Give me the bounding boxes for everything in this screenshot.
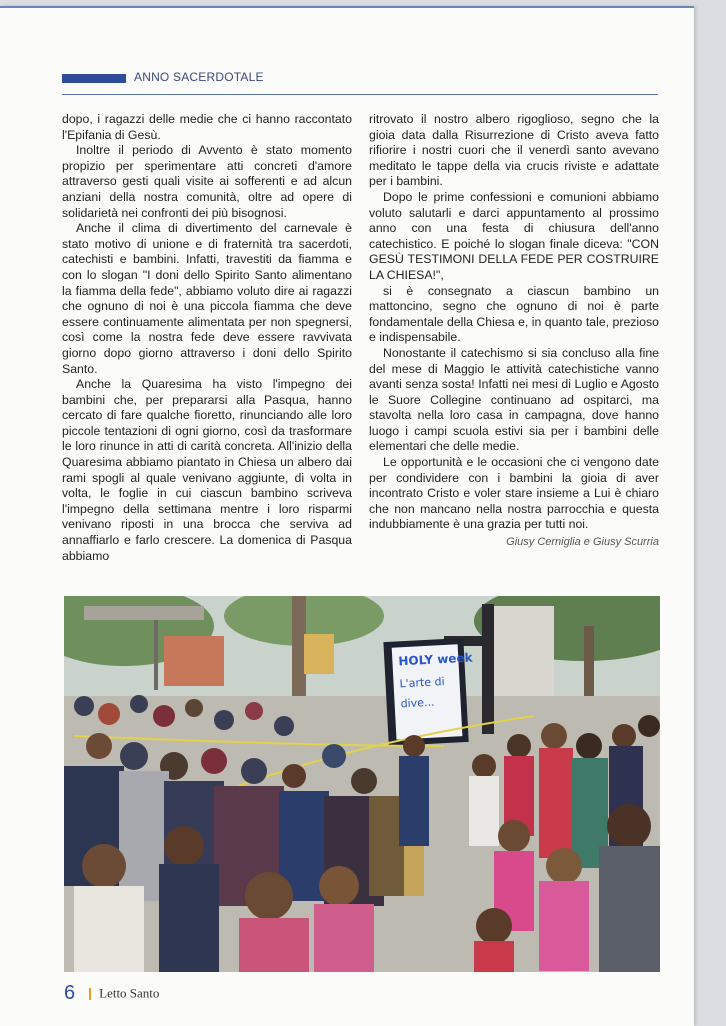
paragraph: Anche il clima di divertimento del carnevale è stato motivo di unione e di fraternità tra sacerdoti, catechisti e bambini. Infatti, travestiti da fiamma e con lo slogan "I doni dello Spirito Santo alimentano la fiamma della fede", abbiamo voluto dire ai ragazzi che ognuno di noi è una piccola fiamma che deve essere continuamente alimentata per non spegnersi, così come la nostra fede deve essere ravvivata giorno dopo giorno attraverso i doni dello Spirito Santo. bbox=[62, 221, 352, 376]
header-accent-bar bbox=[62, 74, 126, 83]
paragraph: si è consegnato a ciascun bambino un mattoncino, segno che ognuno di noi è parte fondamentale della Chiesa e, in quanto tale, prezioso e indispensabile. bbox=[369, 283, 659, 345]
section-header bbox=[62, 70, 658, 95]
sign-line: HOLY week bbox=[398, 650, 473, 669]
paragraph: Dopo le prime confessioni e comunioni abbiamo voluto salutarli e darci appuntamento al prossimo anno con una festa di chiusura dell'anno catechistico. E poiché lo slogan finale diceva: "CON GESÙ TESTIMONI DELLA FEDE PER COSTRUIRE LA CHIESA!", bbox=[369, 189, 659, 282]
paragraph: Inoltre il periodo di Avvento è stato momento propizio per sperimentare atti concreti d'amore attraverso gesti quali visite ai sofferenti e ad alcun anziani della nostra comunità, oltre ad opere di solidarietà nei confronti dei più bisognosi. bbox=[62, 143, 352, 220]
photo-illustration bbox=[64, 596, 660, 972]
paragraph: Le opportunità e le occasioni che ci vengono date per condividere con i bambini la gioia di aver incontrato Cristo e voler stare insieme a Lui è chiaro che non mancano nella nostra parrocchia e questa indubbiamente è una grazia per tutti noi. bbox=[369, 455, 659, 532]
paragraph: ritrovato il nostro albero rigoglioso, segno che la gioia data dalla Risurrezione di Cristo aveva fatto rifiorire i nostri cuori che il venerdì santo avevano meditato le tappe della via crucis riviste e adattate per i bambini. bbox=[369, 112, 659, 189]
page-footer bbox=[64, 982, 159, 1006]
text-column-right bbox=[369, 112, 659, 551]
paragraph: Nonostante il catechismo si sia concluso alla fine del mese di Maggio le attività catechistiche vanno avanti senza sosta! Infatti nei mesi di Luglio e Agosto le Suore Collegine continuano ad ospitarci, ma stavolta nella loro casa in campagna, dove hanno luogo i campi scuola estivi sia per i bambini delle elementari che delle medie. bbox=[369, 345, 659, 454]
section-title: ANNO SACERDOTALE bbox=[134, 70, 264, 84]
paragraph: dopo, i ragazzi delle medie che ci hanno raccontato l'Epifania di Gesù. bbox=[62, 112, 352, 142]
event-photo bbox=[64, 596, 660, 972]
sign-line: dive... bbox=[400, 695, 435, 711]
article-signature: Giusy Cerniglia e Giusy Scurria bbox=[506, 536, 659, 549]
magazine-page bbox=[0, 6, 694, 1026]
publication-name: Letto Santo bbox=[99, 985, 160, 1001]
sign-line: L'arte di bbox=[399, 675, 445, 691]
footer-separator bbox=[89, 988, 91, 1000]
page-number: 6 bbox=[64, 982, 76, 1004]
paragraph: Anche la Quaresima ha visto l'impegno dei bambini che, per prepararsi alla Pasqua, hanno cercato di fare qualche fioretto, rinunciando alle loro piccole tentazioni di ogni giorno, così da trasformare le loro rinunce in atti di carità concreta. All'inizio della Quaresima abbiamo piantato in Chiesa un albero dai rami spogli al quale venivano aggiunte, di volta in volta, le foglie in cui ciascun bambino scriveva l'impegno della settimana mentre i loro risparmi venivano riposti in una brocca che serviva ad annaffiarlo e farlo crescere. La domenica di Pasqua abbiamo bbox=[62, 377, 352, 563]
text-column-left bbox=[62, 112, 352, 564]
